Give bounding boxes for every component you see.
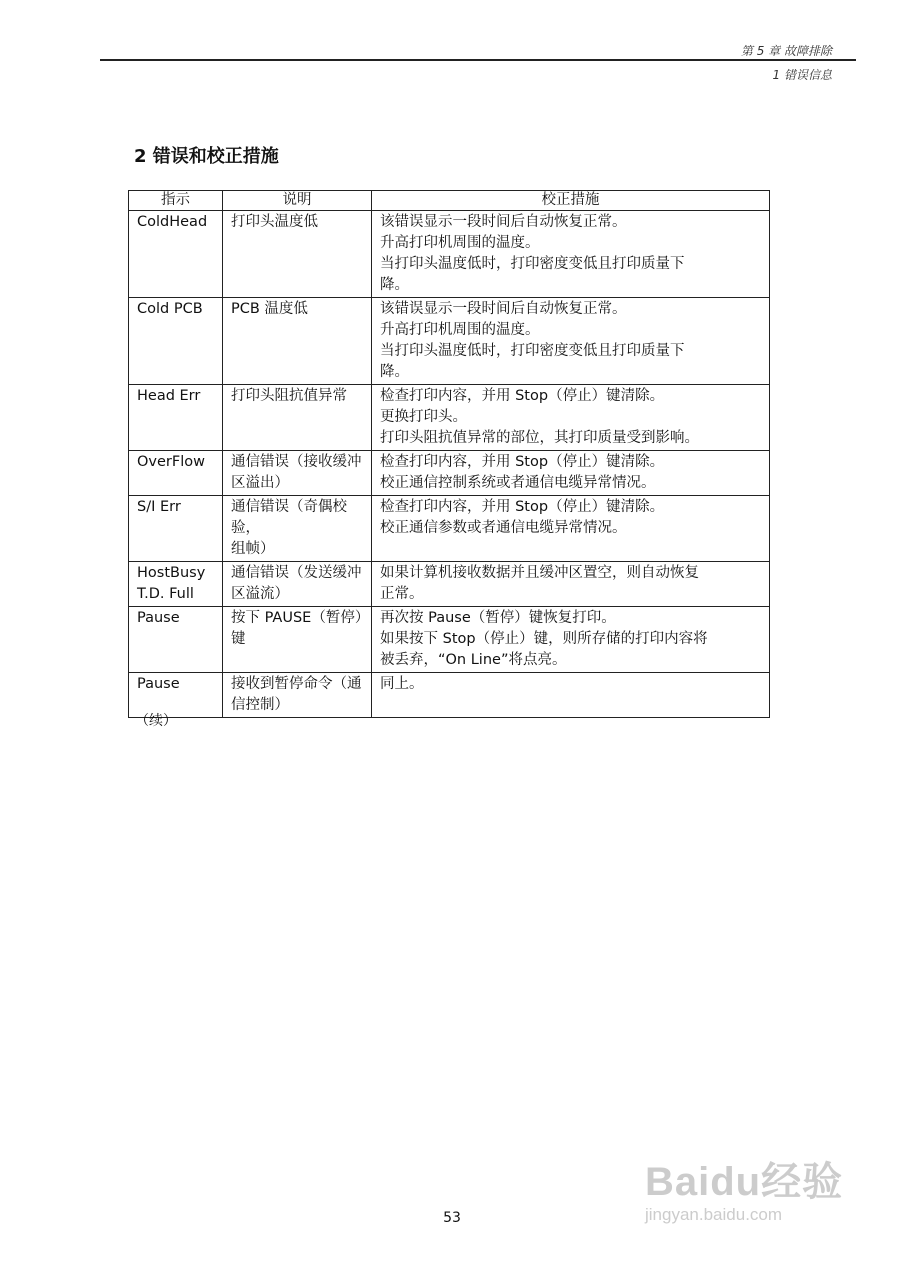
indicator-cell (129, 385, 223, 451)
cell-line: S/I Err (137, 499, 181, 515)
description-cell (223, 385, 372, 451)
table-row (129, 298, 770, 385)
watermark-logo: Baidu经验 jingyan.baidu.com (645, 1160, 844, 1224)
cell-line: 通信错误（奇偶校验， (231, 499, 347, 536)
description-cell (223, 496, 372, 562)
column-header: 指示 (129, 191, 223, 211)
cell-line: 当打印头温度低时，打印密度变低且打印质量下 (380, 256, 685, 272)
table-row (129, 496, 770, 562)
cell-line: 打印头阻抗值异常 (231, 388, 347, 404)
description-cell (223, 451, 372, 496)
cell-line: 校正通信参数或者通信电缆异常情况。 (380, 520, 627, 536)
description-cell (223, 607, 372, 673)
cell-line: Pause (137, 610, 180, 626)
cell-line: 更换打印头。 (380, 409, 467, 425)
table-row (129, 385, 770, 451)
cell-line: 再次按 Pause（暂停）键恢复打印。 (380, 610, 616, 626)
cell-line: OverFlow (137, 454, 205, 470)
cell-line: 打印头阻抗值异常的部位，其打印质量受到影响。 (380, 430, 699, 446)
cell-line: 按下 PAUSE（暂停） (231, 610, 370, 626)
indicator-cell (129, 496, 223, 562)
cell-line: 通信错误（发送缓冲 (231, 565, 362, 581)
cell-line: PCB 温度低 (231, 301, 308, 317)
actions-cell (372, 451, 770, 496)
actions-cell (372, 496, 770, 562)
cell-line: 检查打印内容，并用 Stop（停止）键清除。 (380, 499, 665, 515)
cell-line: 打印头温度低 (231, 214, 318, 230)
page-number: 53 (443, 1210, 461, 1226)
cell-line: 键 (231, 631, 246, 647)
cell-line: 降。 (380, 364, 409, 380)
cell-line: 检查打印内容，并用 Stop（停止）键清除。 (380, 454, 665, 470)
cell-line: HostBusy (137, 565, 206, 581)
actions-cell (372, 298, 770, 385)
cell-line: 被丢弃，“On Line”将点亮。 (380, 652, 567, 668)
actions-cell (372, 562, 770, 607)
cell-line: 组帧） (231, 541, 275, 557)
cell-line: ColdHead (137, 214, 208, 230)
cell-line: 该错误显示一段时间后自动恢复正常。 (380, 214, 627, 230)
cell-line: 接收到暂停命令（通 (231, 676, 362, 692)
indicator-cell (129, 562, 223, 607)
actions-cell (372, 607, 770, 673)
description-cell (223, 562, 372, 607)
cell-line: 当打印头温度低时，打印密度变低且打印质量下 (380, 343, 685, 359)
table-header-row (129, 191, 770, 211)
cell-line: 区溢流） (231, 586, 289, 602)
cell-line: 信控制） (231, 697, 289, 713)
actions-cell (372, 673, 770, 718)
running-header-section: 1 错误信息 (772, 68, 832, 82)
running-header-chapter: 第 5 章 故障排除 (740, 44, 832, 58)
cell-line: 升高打印机周围的温度。 (380, 322, 540, 338)
header-rule (100, 59, 856, 61)
cell-line: 通信错误（接收缓冲 (231, 454, 362, 470)
cell-line: 检查打印内容，并用 Stop（停止）键清除。 (380, 388, 665, 404)
cell-line: Cold PCB (137, 301, 203, 317)
cell-line: 如果按下 Stop（停止）键，则所存储的打印内容将 (380, 631, 708, 647)
table-row (129, 451, 770, 496)
indicator-cell (129, 451, 223, 496)
actions-cell (372, 385, 770, 451)
column-header: 校正措施 (372, 191, 770, 211)
cell-line: 同上。 (380, 676, 424, 692)
table-row (129, 562, 770, 607)
indicator-cell (129, 607, 223, 673)
cell-line: Pause (137, 676, 180, 692)
error-table (128, 190, 770, 718)
cell-line: 校正通信控制系统或者通信电缆异常情况。 (380, 475, 656, 491)
column-header: 说明 (223, 191, 372, 211)
indicator-cell (129, 211, 223, 298)
continued-label: （续） (135, 713, 177, 729)
cell-line: 该错误显示一段时间后自动恢复正常。 (380, 301, 627, 317)
cell-line: 如果计算机接收数据并且缓冲区置空，则自动恢复 (380, 565, 699, 581)
table-row (129, 673, 770, 718)
table-row (129, 607, 770, 673)
table-row (129, 211, 770, 298)
description-cell (223, 298, 372, 385)
cell-line: 降。 (380, 277, 409, 293)
cell-line: T.D. Full (137, 586, 194, 602)
cell-line: 升高打印机周围的温度。 (380, 235, 540, 251)
cell-line: 正常。 (380, 586, 424, 602)
description-cell (223, 673, 372, 718)
actions-cell (372, 211, 770, 298)
description-cell (223, 211, 372, 298)
cell-line: 区溢出） (231, 475, 289, 491)
section-title: 2 错误和校正措施 (134, 146, 279, 167)
cell-line: Head Err (137, 388, 201, 404)
indicator-cell (129, 298, 223, 385)
